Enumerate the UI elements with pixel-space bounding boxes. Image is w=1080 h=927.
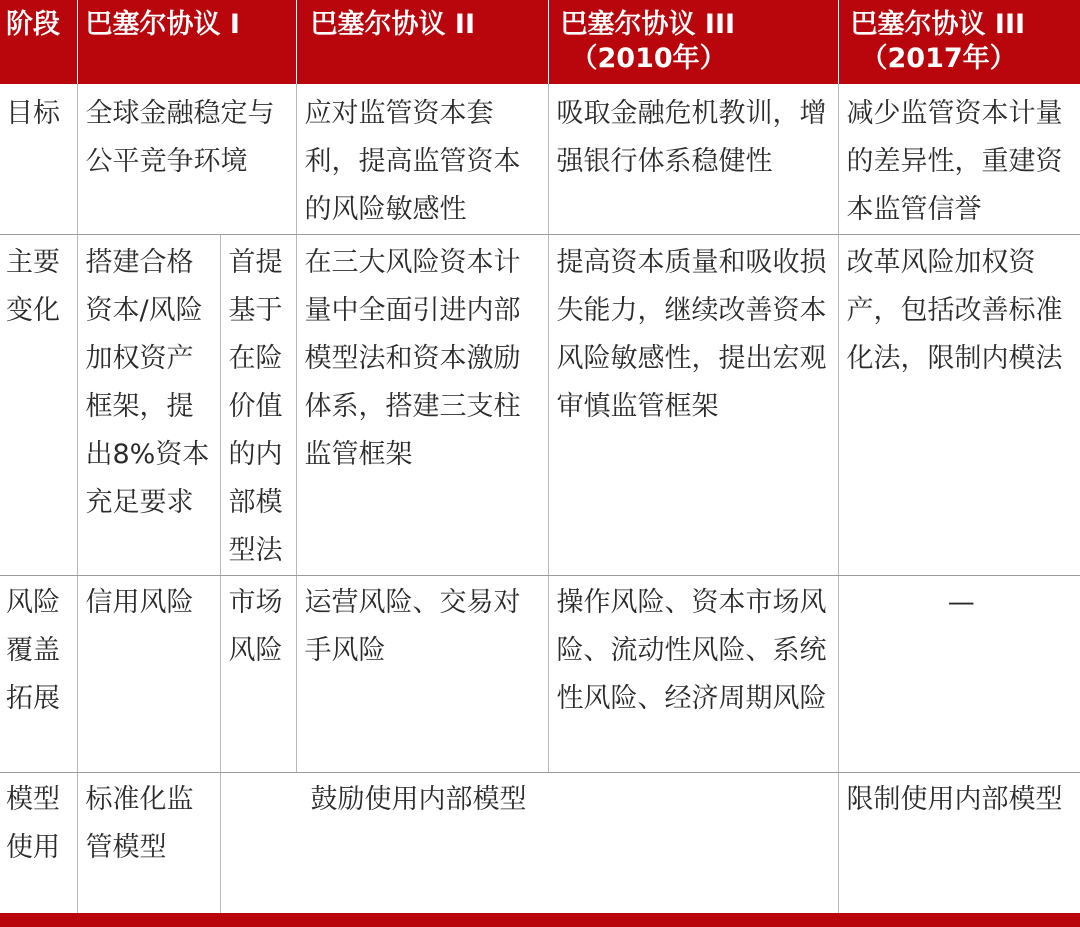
header-basel3-2010: 巴塞尔协议 III （2010年） [548, 0, 838, 84]
header-basel3-2010-year: （2010年） [570, 43, 727, 74]
row-label-change: 主要变化 [0, 235, 77, 576]
header-row [0, 0, 1080, 84]
cell-goal-basel2: 应对监管资本套利，提高监管资本的风险敏感性 [296, 84, 548, 235]
row-label-model: 模型使用 [6, 784, 60, 863]
cell-change-basel2: 在三大风险资本计量中全面引进内部模型法和资本激励体系，搭建三支柱监管框架 [296, 235, 548, 576]
header-basel3-2017: 巴塞尔协议 III （2017年） [838, 0, 1080, 84]
cell-goal-basel1: 全球金融稳定与公平竞争环境 [77, 84, 296, 235]
row-label-risk: 风险覆盖拓展 [0, 576, 77, 773]
cell-risk-basel1-b: 市场风险 [220, 576, 296, 773]
cell-risk-basel1-a: 信用风险 [77, 576, 220, 773]
header-basel1: 巴塞尔协议 I [77, 0, 296, 84]
cell-change-basel1-a: 搭建合格资本/风险加权资产框架，提出8%资本充足要求 [77, 235, 220, 576]
header-basel3-2017-year: （2017年） [860, 43, 1017, 74]
cell-model-basel1: 标准化监管模型 [77, 773, 220, 921]
cell-risk-basel2: 运营风险、交易对手风险 [296, 576, 548, 773]
cell-goal-basel3-2010: 吸取金融危机教训，增强银行体系稳健性 [548, 84, 838, 235]
header-stage: 阶段 [0, 0, 77, 84]
bottom-red-bar [0, 913, 1080, 927]
cell-model-basel3-2017: 限制使用内部模型 [838, 773, 1080, 921]
row-risk [0, 576, 1080, 773]
cell-goal-basel3-2017: 减少监管资本计量的差异性，重建资本监管信誉 [838, 84, 1080, 235]
header-basel2: 巴塞尔协议 II [296, 0, 548, 84]
row-change [0, 235, 1080, 576]
cell-risk-basel3-2010: 操作风险、资本市场风险、流动性风险、系统性风险、经济周期风险 [548, 576, 838, 773]
row-goal [0, 84, 1080, 235]
cell-risk-basel3-2017: — [838, 576, 1080, 773]
row-label-goal: 目标 [0, 84, 77, 235]
cell-change-basel1-b: 首提基于在险价值的内部模型法 [220, 235, 296, 576]
row-model [0, 773, 1080, 921]
cell-change-basel3-2017: 改革风险加权资产，包括改善标准化法，限制内模法 [838, 235, 1080, 576]
cell-model-encourage: 鼓励使用内部模型 [220, 773, 838, 921]
cell-change-basel3-2010: 提高资本质量和吸收损失能力，继续改善资本风险敏感性，提出宏观审慎监管框架 [548, 235, 838, 576]
